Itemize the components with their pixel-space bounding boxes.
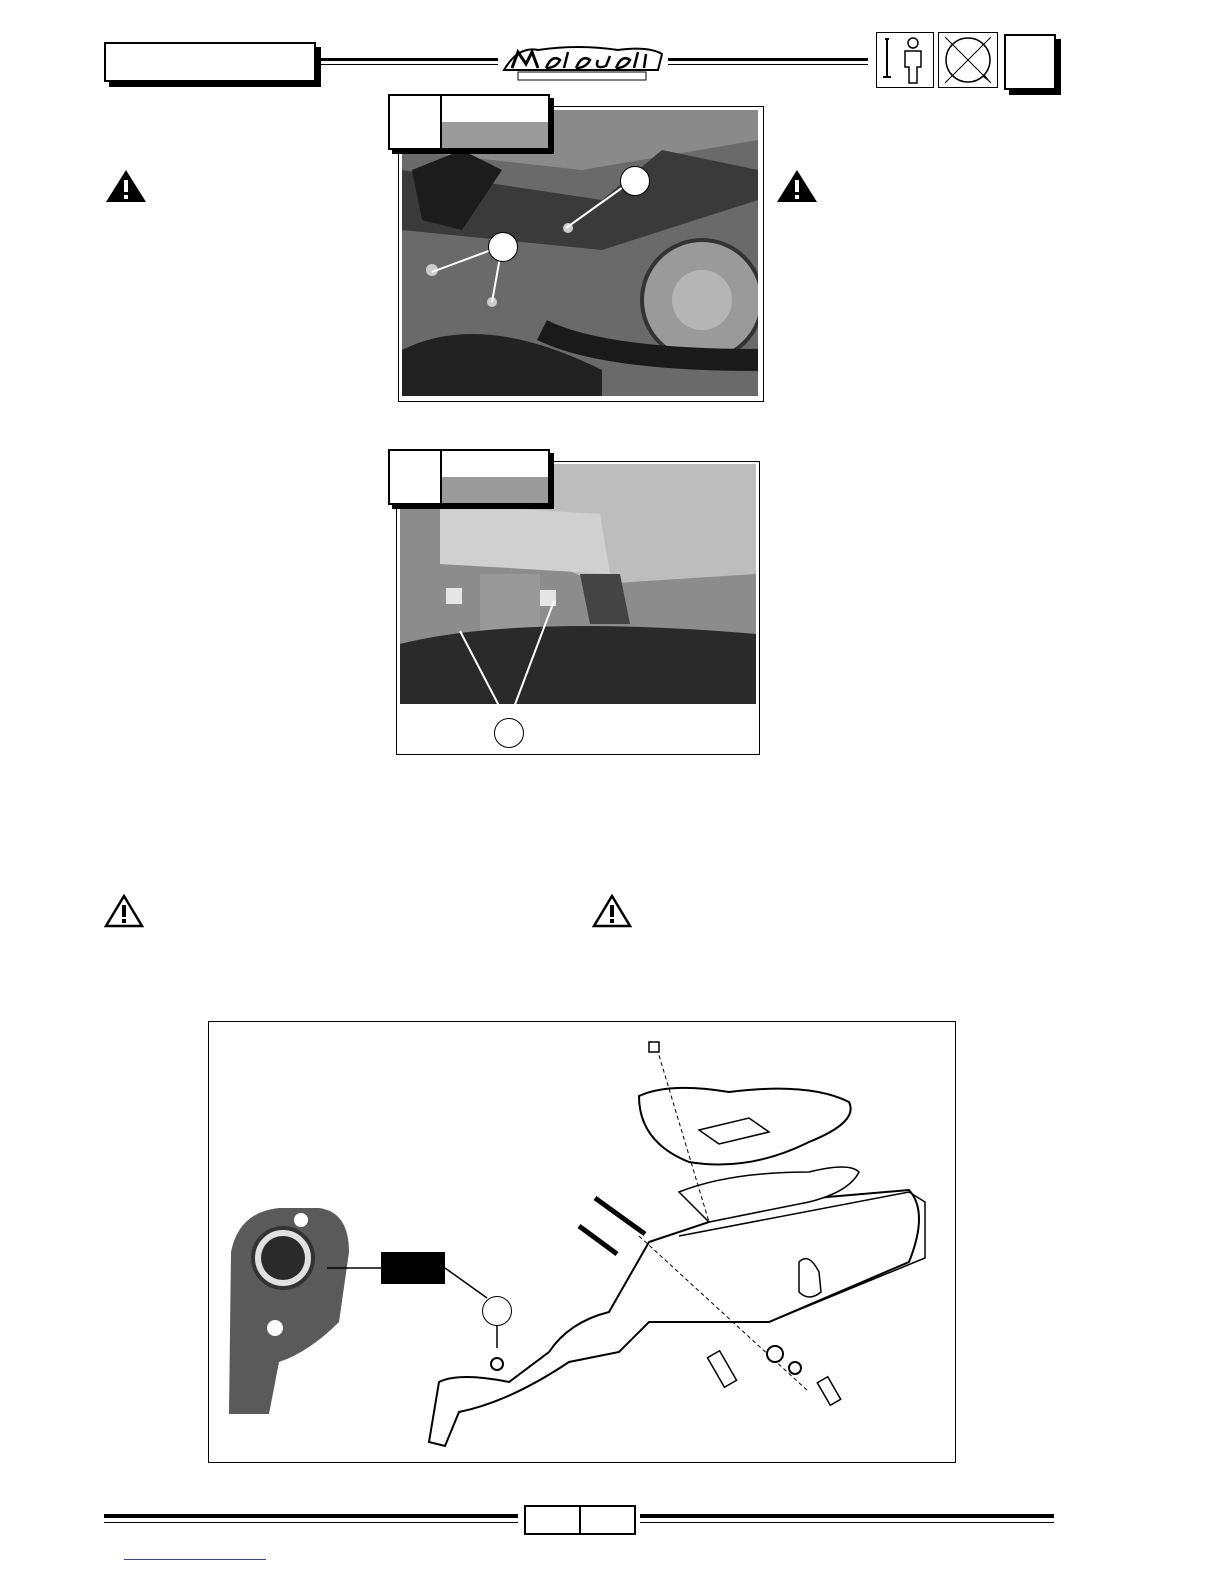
figure-label-bottom (442, 122, 548, 148)
footer-rule-right (640, 1514, 1054, 1518)
figure-label-bottom (442, 477, 548, 503)
diagram-label-box (381, 1252, 445, 1284)
callout-marker (494, 718, 524, 748)
header-rule-left (318, 58, 498, 61)
figure-number (390, 96, 442, 148)
measure-icon (938, 32, 998, 88)
malaguti-logo (498, 40, 666, 82)
warning-icon (104, 894, 144, 928)
mechanic-icon (876, 32, 934, 88)
footer-rule-left (104, 1514, 518, 1518)
exhaust-exploded-diagram (209, 1022, 953, 1460)
warning-icon (775, 168, 819, 204)
header-rule-left-thin (318, 64, 498, 65)
footer-rule-right-thin (640, 1522, 1054, 1523)
figure-label-top (442, 96, 548, 124)
figure-number (390, 451, 442, 503)
page-left (526, 1507, 581, 1533)
callout-marker (488, 232, 518, 262)
warning-icon (592, 894, 632, 928)
chapter-number-box (1004, 34, 1056, 90)
header-rule-right (668, 58, 868, 61)
callout-marker (482, 1296, 512, 1326)
header-rule-right-thin (668, 64, 868, 65)
figure-label-top (442, 451, 548, 479)
figure-1-label-box (388, 94, 550, 150)
figure-1-leader-lines (398, 106, 762, 400)
page-right (581, 1507, 634, 1533)
page-number-box (524, 1505, 636, 1535)
warning-icon (104, 168, 148, 204)
figure-2-label-box (388, 449, 550, 505)
callout-marker (620, 166, 650, 196)
hyperlink-underline[interactable] (124, 1559, 266, 1560)
footer-rule-left-thin (104, 1522, 518, 1523)
section-title-box (104, 42, 316, 82)
